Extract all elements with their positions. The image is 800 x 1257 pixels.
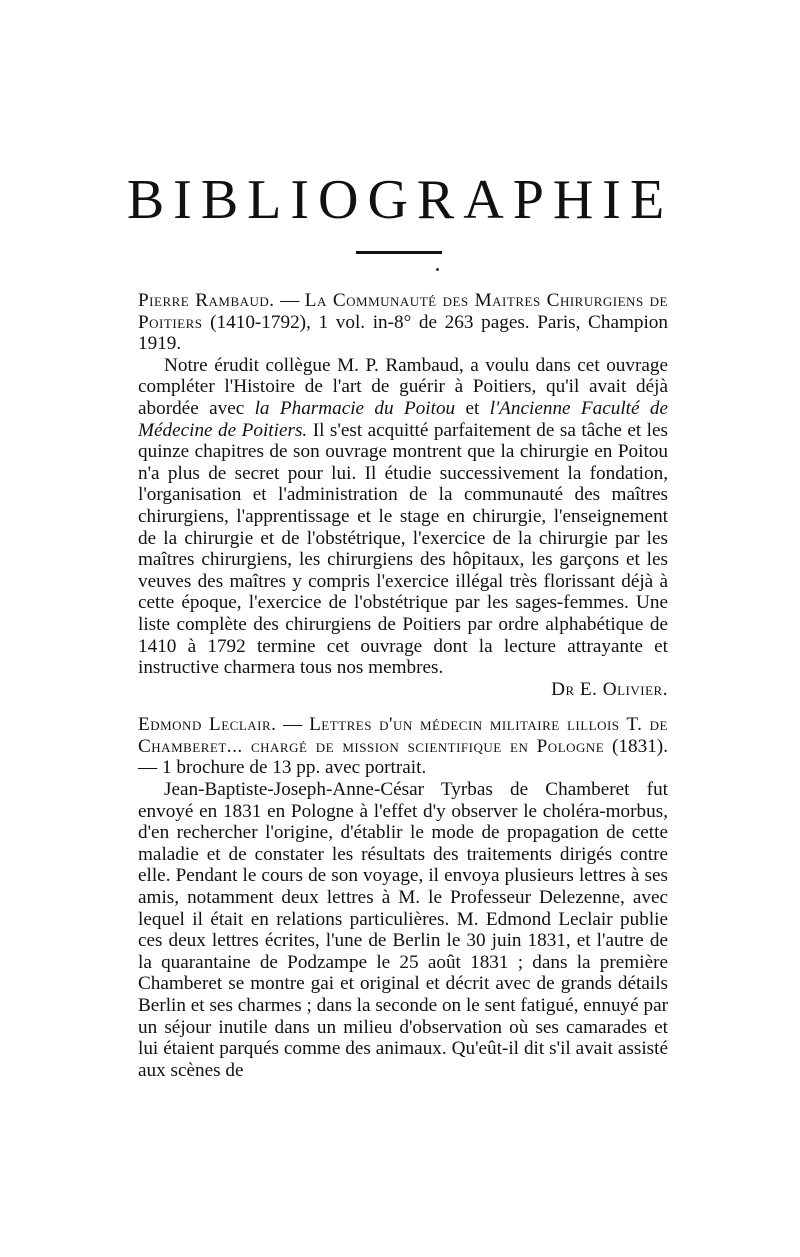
entry-1-body-2: et (455, 397, 490, 419)
entry-spacer (138, 700, 668, 714)
bibliography-content (138, 290, 668, 1081)
entry-1-signature-text: Dr E. Olivier. (551, 678, 668, 700)
entry-1-italic-2: l'Ancienne Faculté de Médecine de Poitiers. (138, 397, 668, 441)
entry-1-ref-details: (1410-1792), 1 vol. in-8° de 263 pages. Paris, Champion 1919. (138, 311, 668, 355)
entry-2-separator: — (276, 714, 310, 736)
entry-1-body-3: Il s'est acquitté parfaitement de sa tâche et les quinze chapitres de son ouvrage montrent que la chirurgie en Poitou n'a plus de secret pour lui. Il étudie successivement la fondation, l'organisation et l'administration de la communauté des maîtres chirurgiens, l'apprentissage et le stage en chirurgie, l'enseignement de la chirurgie et de l'obstétrique, l'exercice de la chirurgie par les maîtres chirurgiens, les chirurgiens des hôpitaux, les garçons et les veuves des maîtres y compris l'exercice illégal très florissant déjà à cette époque, l'exercice de l'obstétrique par les sages-femmes. Une liste complète des chirurgiens de Poitiers par ordre alphabétique de 1410 à 1792 termine cet ouvrage dont la lecture attrayante et instructive charmera tous nos membres. (138, 419, 668, 679)
entry-2-author: Edmond Leclair. (138, 714, 277, 736)
entry-2-body: Jean-Baptiste-Joseph-Anne-César Tyrbas de Chamberet fut envoyé en 1831 en Pologne à l'effet d'y observer le choléra-morbus, d'en rechercher l'origine, d'établir le mode de propagation de cette maladie et de constater les résultats des traitements dirigés contre elle. Pendant le cours de son voyage, il envoya plusieurs lettres à ses amis, notamment deux lettres à M. le Professeur Delezenne, avec lequel il était en relations particulières. M. Edmond Leclair publie ces deux lettres écrites, l'une de Berlin le 30 juin 1831, et l'autre de la quarantaine de Podzampe le 25 août 1831 ; dans la première Chamberet se montre gai et original et décrit avec de grands détails Berlin et ses charmes ; dans la seconde on le sent fatigué, ennuyé par un séjour inutile dans un milieu d'observation où ses camarades et lui étaient parqués comme des animaux. Qu'eût-il dit s'il avait assisté aux scènes de (138, 779, 668, 1081)
entry-1-separator: — (274, 290, 305, 311)
entry-2-ref-title: Lettres d'un médecin militaire lillois T. de Chamberet... chargé de mission scientifique en Pologne (138, 714, 668, 757)
entry-1-body-1: Notre érudit collègue M. P. Rambaud, a voulu dans cet ouvrage compléter l'Histoire de l'art de guérir à Poitiers, qu'il avait déjà abordée avec (138, 354, 668, 419)
entry-2-heading (138, 714, 668, 779)
title-rule (356, 251, 442, 254)
entry-1-ref-title: La Communauté des Maitres Chirurgiens de Poitiers (138, 290, 668, 333)
entry-2-review (138, 779, 668, 1081)
entry-1-author: Pierre Rambaud. (138, 290, 275, 311)
entry-1-review (138, 355, 668, 679)
entry-2-ref-details: (1831). — 1 brochure de 13 pp. avec portrait. (138, 735, 668, 779)
page-title: BIBLIOGRAPHIE (126, 169, 674, 231)
ornament-dot (436, 268, 439, 271)
entry-1-heading (138, 290, 668, 355)
entry-1-italic-1: la Pharmacie du Poitou (254, 397, 456, 419)
entry-1-signature (138, 679, 668, 701)
